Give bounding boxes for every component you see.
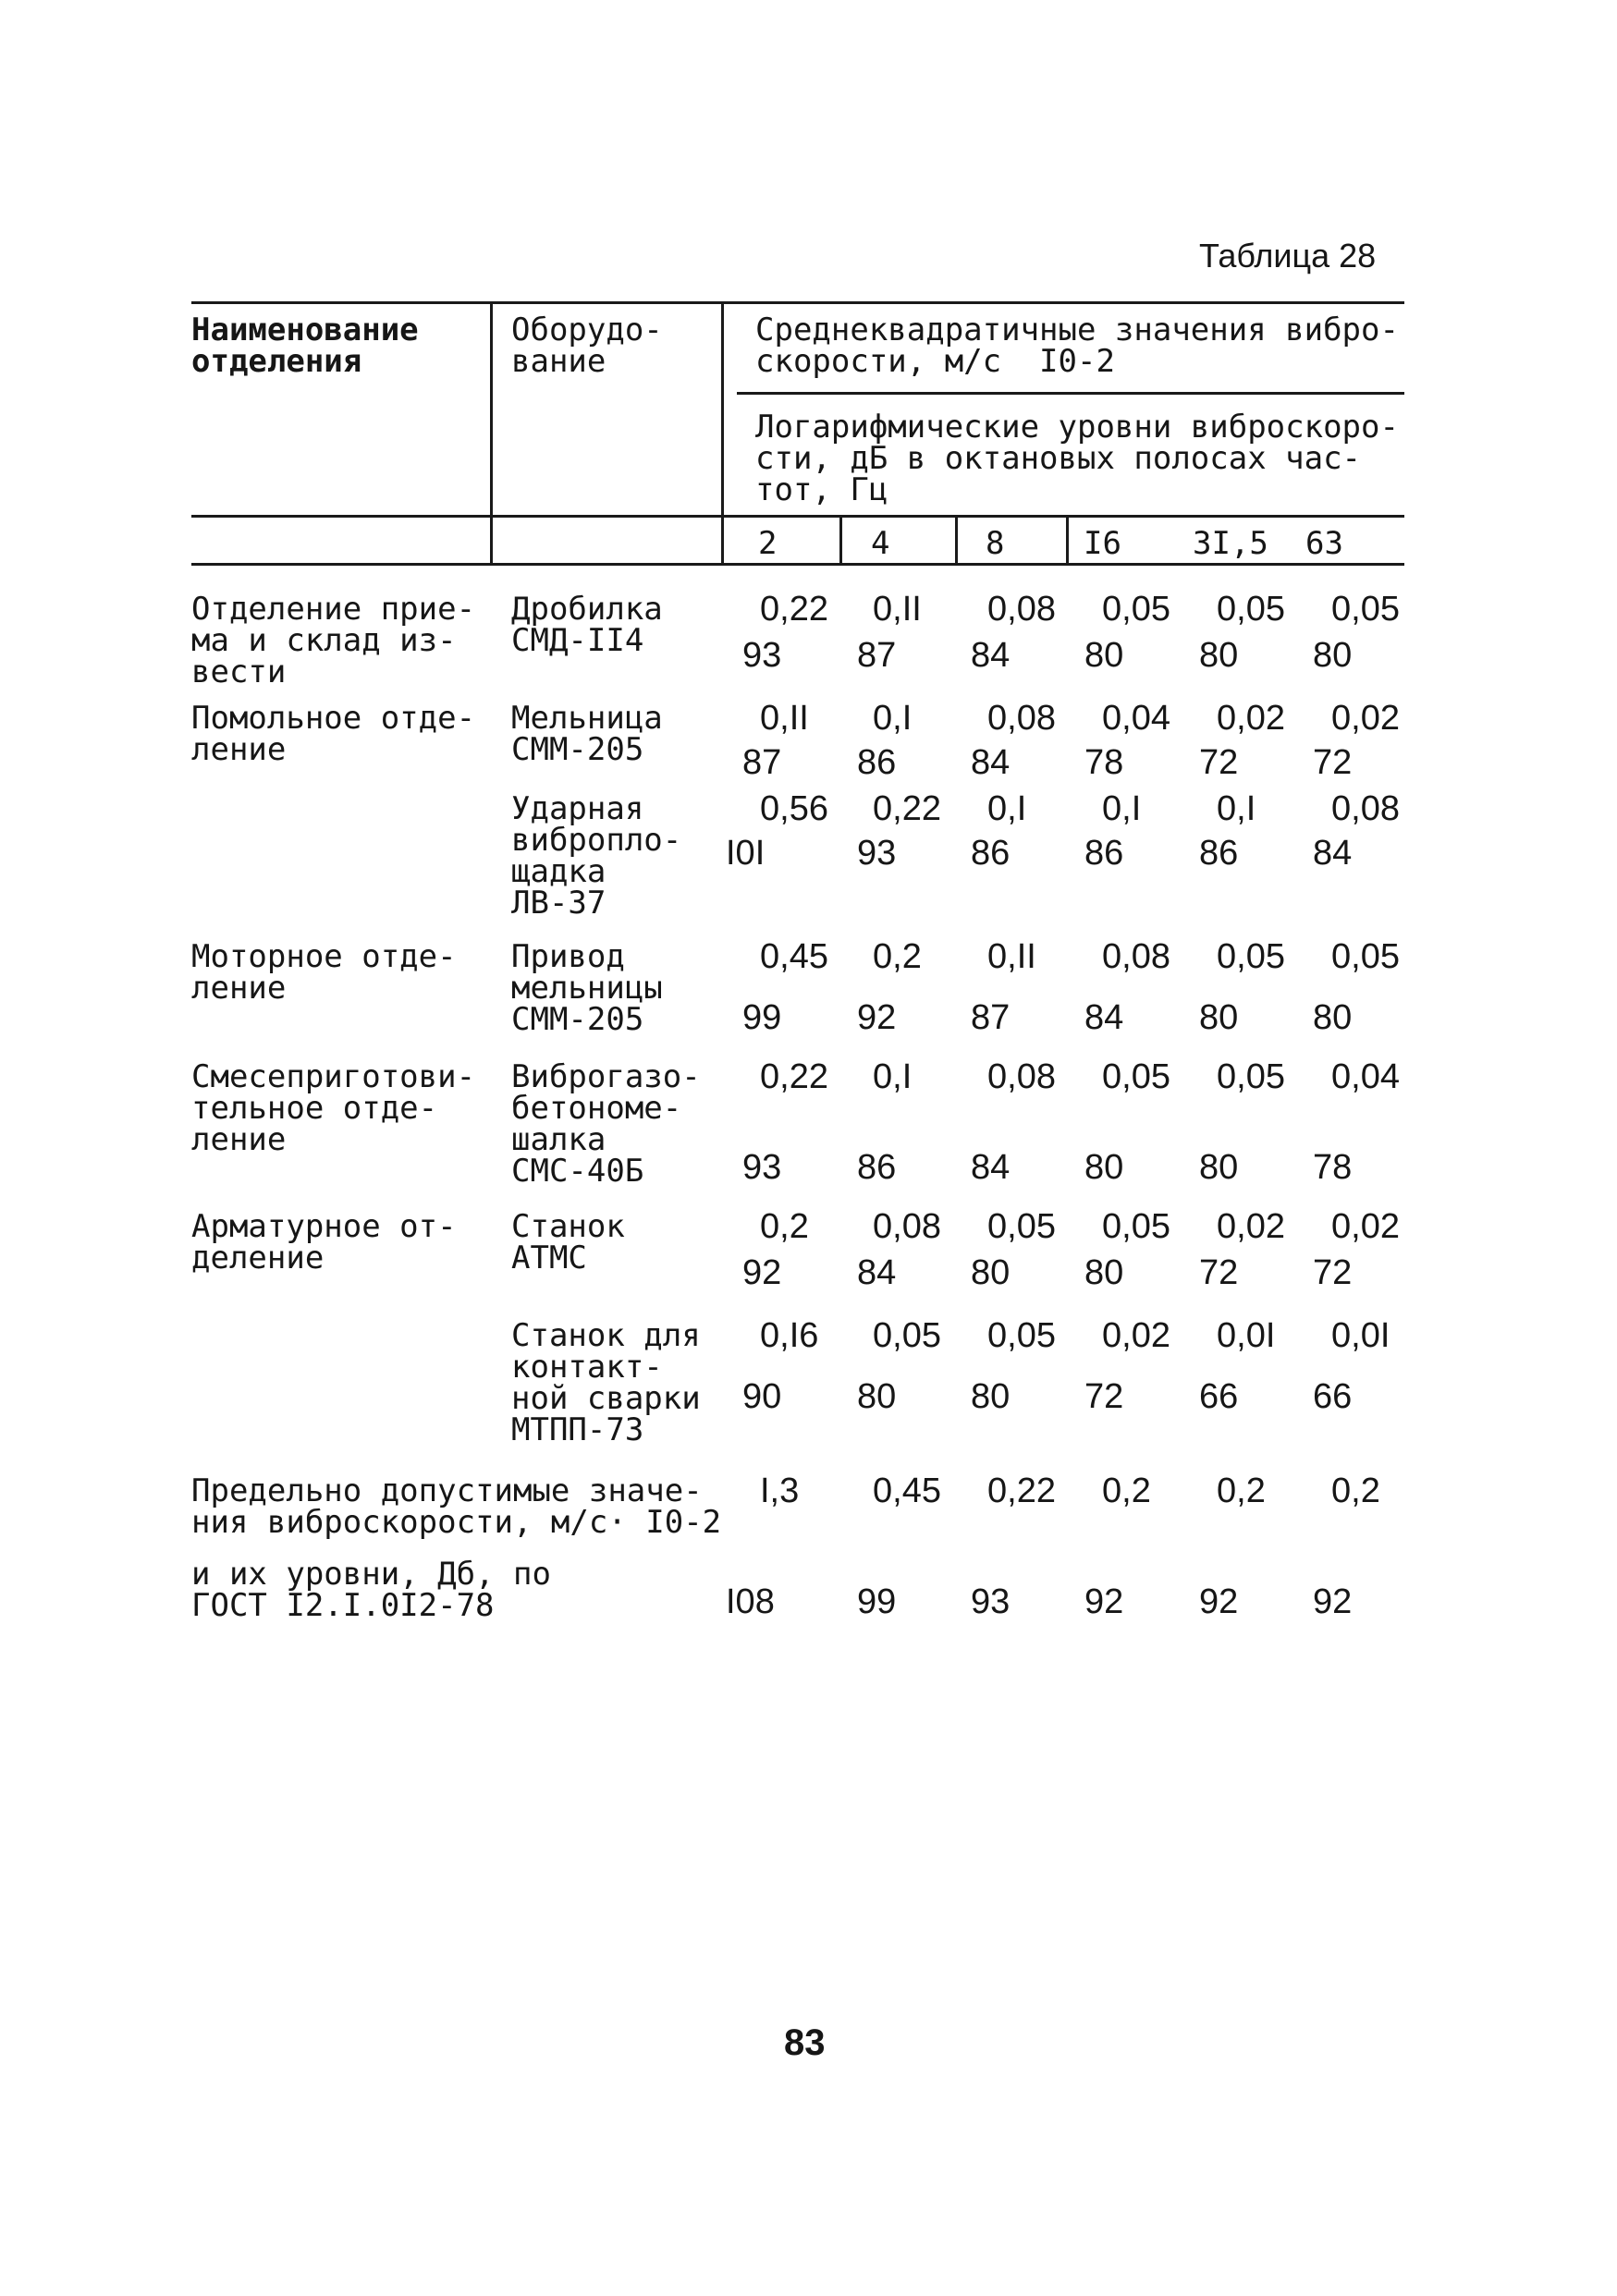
header-department-line-2: отделения — [191, 343, 362, 380]
limit-level-value: 92 — [1199, 1582, 1239, 1621]
velocity-value: 0,05 — [1331, 590, 1400, 629]
limit-velocity-value: 0,45 — [873, 1472, 941, 1510]
velocity-value: 0,08 — [987, 590, 1056, 629]
velocity-value: 0,I — [873, 699, 913, 738]
header-equipment-line-2: вание — [511, 343, 606, 380]
header-sub-rule — [737, 392, 1404, 395]
velocity-value: 0,05 — [1102, 1207, 1170, 1246]
row-department: вести — [191, 653, 287, 690]
limit-velocity-value: 0,22 — [987, 1472, 1056, 1510]
table-title: Таблица 28 — [1199, 237, 1377, 275]
level-value: 86 — [971, 834, 1011, 873]
row-equipment: МТПП-73 — [511, 1411, 644, 1448]
velocity-value: 0,04 — [1331, 1057, 1400, 1096]
velocity-value: 0,56 — [760, 789, 828, 828]
limits-label: ГОСТ I2.I.0I2-78 — [191, 1587, 495, 1624]
row-equipment: Станок — [511, 1208, 625, 1245]
header-department-line-1: Наименование — [191, 311, 419, 348]
freq-label: 63 — [1305, 525, 1343, 562]
level-value: 66 — [1313, 1377, 1353, 1416]
header-velocity-line-2: скорости, м/с I0-2 — [755, 343, 1115, 380]
level-value: 84 — [971, 743, 1011, 782]
velocity-value: 0,02 — [1217, 699, 1285, 738]
level-value: 93 — [742, 636, 782, 675]
level-value: 99 — [742, 998, 782, 1037]
velocity-value: 0,0I — [1331, 1316, 1390, 1355]
limit-level-value: 92 — [1084, 1582, 1124, 1621]
row-equipment: контакт- — [511, 1349, 663, 1386]
velocity-value: 0,08 — [987, 1057, 1056, 1096]
freq-divider-1 — [839, 515, 842, 566]
level-value: 87 — [742, 743, 782, 782]
velocity-value: 0,04 — [1102, 699, 1170, 738]
velocity-value: 0,I — [987, 789, 1027, 828]
row-equipment: Виброгазо- — [511, 1058, 701, 1095]
velocity-value: 0,I — [873, 1057, 913, 1096]
level-value: I0I — [726, 834, 766, 873]
row-department: Арматурное от- — [191, 1208, 457, 1245]
velocity-value: 0,08 — [1331, 789, 1400, 828]
freq-label: 3I,5 — [1193, 525, 1268, 562]
velocity-value: 0,I — [1217, 789, 1256, 828]
level-value: 84 — [971, 1148, 1011, 1187]
level-value: 72 — [1313, 743, 1353, 782]
row-equipment: мельницы — [511, 970, 663, 1007]
header-bottom-rule — [191, 563, 1404, 566]
row-equipment: Привод — [511, 938, 625, 975]
level-value: 87 — [971, 998, 1011, 1037]
row-equipment: виброплo- — [511, 822, 682, 859]
row-equipment: АТМС — [511, 1240, 587, 1276]
velocity-value: 0,05 — [1217, 1057, 1285, 1096]
velocity-value: 0,45 — [760, 937, 828, 976]
level-value: 80 — [1199, 998, 1239, 1037]
velocity-value: 0,02 — [1102, 1316, 1170, 1355]
level-value: 72 — [1313, 1253, 1353, 1292]
row-equipment: СМС-40Б — [511, 1153, 644, 1190]
row-equipment: Дробилка — [511, 591, 663, 628]
velocity-value: 0,08 — [1102, 937, 1170, 976]
row-department: ление — [191, 731, 287, 768]
velocity-value: 0,22 — [873, 789, 941, 828]
velocity-value: 0,05 — [987, 1316, 1056, 1355]
level-value: 80 — [857, 1377, 897, 1416]
row-equipment: Ударная — [511, 790, 644, 827]
level-value: 80 — [1199, 1148, 1239, 1187]
level-value: 92 — [857, 998, 897, 1037]
level-value: 80 — [971, 1253, 1011, 1292]
level-value: 80 — [1084, 1148, 1124, 1187]
row-department: ление — [191, 970, 287, 1007]
row-equipment: ЛВ-37 — [511, 885, 606, 922]
level-value: 93 — [742, 1148, 782, 1187]
velocity-value: 0,II — [760, 699, 809, 738]
velocity-value: 0,02 — [1331, 1207, 1400, 1246]
row-equipment: Мельница — [511, 700, 663, 737]
limit-level-value: I08 — [726, 1582, 775, 1621]
row-equipment: Станок для — [511, 1317, 701, 1354]
row-equipment: шалка — [511, 1121, 606, 1158]
limits-label: и их уровни, Дб, по — [191, 1556, 551, 1593]
velocity-value: 0,02 — [1331, 699, 1400, 738]
velocity-value: 0,05 — [1217, 937, 1285, 976]
header-equipment-line-1: Оборудо- — [511, 311, 663, 348]
row-department: тельное отде- — [191, 1090, 438, 1127]
header-levels-line-2: сти, дБ в октановых полосах час- — [755, 440, 1362, 477]
velocity-value: 0,02 — [1217, 1207, 1285, 1246]
freq-divider-3 — [1066, 515, 1069, 566]
row-equipment: бетономе- — [511, 1090, 682, 1127]
row-equipment: СМД-II4 — [511, 622, 644, 659]
row-equipment: ной сварки — [511, 1380, 701, 1417]
level-value: 72 — [1199, 1253, 1239, 1292]
velocity-value: 0,05 — [987, 1207, 1056, 1246]
level-value: 78 — [1313, 1148, 1353, 1187]
row-department: Помольное отде- — [191, 700, 476, 737]
row-department: ма и склад из- — [191, 622, 457, 659]
row-department: ление — [191, 1121, 287, 1158]
level-value: 87 — [857, 636, 897, 675]
limit-velocity-value: I,3 — [760, 1472, 800, 1510]
level-value: 86 — [1084, 834, 1124, 873]
row-equipment: щадка — [511, 853, 606, 890]
velocity-value: 0,05 — [873, 1316, 941, 1355]
limit-level-value: 99 — [857, 1582, 897, 1621]
level-value: 80 — [971, 1377, 1011, 1416]
level-value: 92 — [742, 1253, 782, 1292]
level-value: 72 — [1084, 1377, 1124, 1416]
velocity-value: 0,05 — [1331, 937, 1400, 976]
velocity-value: 0,05 — [1102, 1057, 1170, 1096]
level-value: 80 — [1084, 636, 1124, 675]
limits-label: ния виброскорости, м/с· I0-2 — [191, 1504, 722, 1541]
header-col-divider-2 — [721, 301, 724, 566]
page-number: 83 — [784, 2022, 826, 2063]
level-value: 66 — [1199, 1377, 1239, 1416]
freq-label: 4 — [871, 525, 890, 562]
level-value: 72 — [1199, 743, 1239, 782]
header-levels-line-1: Логарифмические уровни виброскоро- — [755, 409, 1399, 446]
header-levels-line-3: тот, Гц — [755, 471, 888, 508]
velocity-value: 0,I — [1102, 789, 1142, 828]
row-department: Отделение прие- — [191, 591, 476, 628]
velocity-value: 0,II — [873, 590, 922, 629]
limit-velocity-value: 0,2 — [1331, 1472, 1380, 1510]
level-value: 84 — [1313, 834, 1353, 873]
freq-label: 2 — [758, 525, 778, 562]
row-equipment: СММ-205 — [511, 731, 644, 768]
limit-velocity-value: 0,2 — [1217, 1472, 1266, 1510]
level-value: 84 — [857, 1253, 897, 1292]
limit-velocity-value: 0,2 — [1102, 1472, 1151, 1510]
freq-divider-2 — [955, 515, 958, 566]
level-value: 80 — [1084, 1253, 1124, 1292]
header-col-divider-1 — [490, 301, 493, 566]
row-department: Моторное отде- — [191, 938, 457, 975]
level-value: 84 — [971, 636, 1011, 675]
row-department: Смесеприготови- — [191, 1058, 476, 1095]
level-value: 86 — [1199, 834, 1239, 873]
level-value: 86 — [857, 743, 897, 782]
row-equipment: СММ-205 — [511, 1001, 644, 1038]
row-department: деление — [191, 1240, 325, 1276]
velocity-value: 0,08 — [873, 1207, 941, 1246]
velocity-value: 0,I6 — [760, 1316, 819, 1355]
header-top-rule — [191, 301, 1404, 304]
velocity-value: 0,22 — [760, 1057, 828, 1096]
velocity-value: 0,05 — [1217, 590, 1285, 629]
level-value: 80 — [1199, 636, 1239, 675]
level-value: 80 — [1313, 998, 1353, 1037]
limit-level-value: 93 — [971, 1582, 1011, 1621]
limits-label: Предельно допустимые значе- — [191, 1472, 703, 1509]
velocity-value: 0,0I — [1217, 1316, 1276, 1355]
velocity-value: 0,08 — [987, 699, 1056, 738]
header-velocity-line-1: Среднеквадратичные значения вибро- — [755, 311, 1399, 348]
velocity-value: 0,2 — [873, 937, 922, 976]
level-value: 84 — [1084, 998, 1124, 1037]
level-value: 80 — [1313, 636, 1353, 675]
freq-label: 8 — [986, 525, 1005, 562]
velocity-value: 0,05 — [1102, 590, 1170, 629]
velocity-value: 0,22 — [760, 590, 828, 629]
freq-label: I6 — [1084, 525, 1121, 562]
header-mid-rule — [191, 515, 1404, 518]
level-value: 90 — [742, 1377, 782, 1416]
level-value: 86 — [857, 1148, 897, 1187]
level-value: 93 — [857, 834, 897, 873]
velocity-value: 0,2 — [760, 1207, 809, 1246]
velocity-value: 0,II — [987, 937, 1036, 976]
limit-level-value: 92 — [1313, 1582, 1353, 1621]
level-value: 78 — [1084, 743, 1124, 782]
